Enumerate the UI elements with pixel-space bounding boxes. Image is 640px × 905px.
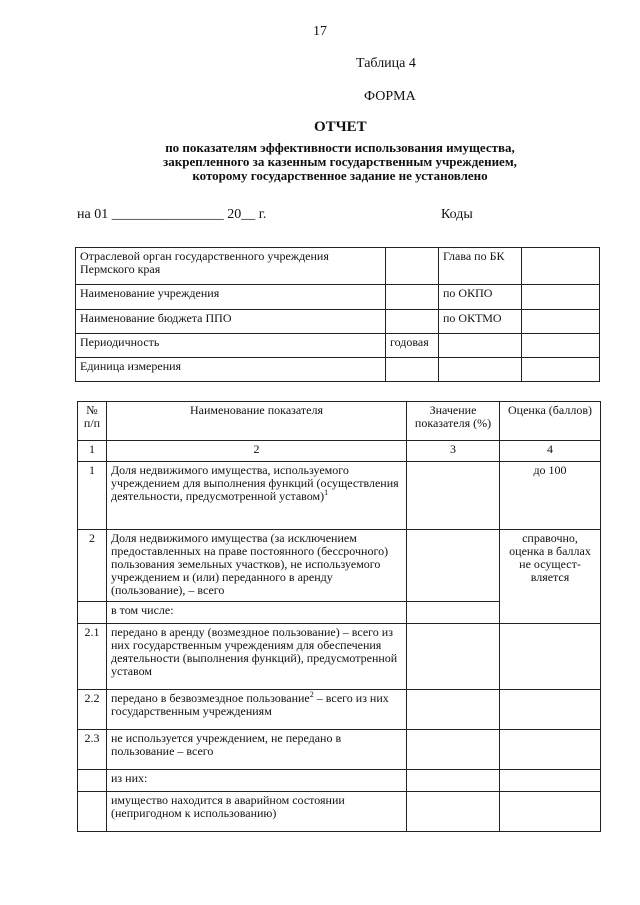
row-number <box>78 602 107 624</box>
col-header-value: Значение показателя (%) <box>407 402 500 441</box>
header-table <box>75 247 600 382</box>
row-score: справочно, оценка в баллах не осущест-вляется <box>500 530 601 624</box>
row-number: 2.1 <box>78 624 107 690</box>
table-row <box>78 730 601 770</box>
code-label: по ОКТМО <box>439 310 522 334</box>
report-subtitle-line: которому государственное задание не установлено <box>192 168 488 183</box>
date-line <box>77 207 266 223</box>
header-label: Наименование учреждения <box>76 285 386 310</box>
code-label <box>439 358 522 382</box>
code-label: по ОКПО <box>439 285 522 310</box>
header-row <box>76 285 600 310</box>
table-label: Таблица 4 <box>356 56 416 71</box>
header-row <box>76 334 600 358</box>
row-name: имущество находится в аварийном состоянии (непригодном к использованию) <box>107 792 407 832</box>
row-name-text: – всего из них государственным учреждениям <box>111 691 389 718</box>
header-label: Наименование бюджета ППО <box>76 310 386 334</box>
code-value[interactable] <box>522 285 600 310</box>
row-value[interactable] <box>407 530 500 602</box>
col-header-num: № п/п <box>78 402 107 441</box>
table-row <box>78 624 601 690</box>
row-value[interactable] <box>407 792 500 832</box>
row-name <box>107 690 407 730</box>
row-value[interactable] <box>407 602 500 624</box>
table-row <box>78 530 601 602</box>
header-value[interactable] <box>386 285 439 310</box>
header-row <box>76 358 600 382</box>
row-score-empty <box>500 792 601 832</box>
code-value[interactable] <box>522 358 600 382</box>
row-number: 2.2 <box>78 690 107 730</box>
header-row <box>76 310 600 334</box>
row-number: 2 <box>78 530 107 602</box>
col-number: 3 <box>407 441 500 462</box>
header-label: Единица измерения <box>76 358 386 382</box>
row-number: 1 <box>78 462 107 530</box>
date-year: 20__ г. <box>227 207 267 222</box>
code-value[interactable] <box>522 310 600 334</box>
column-numbers-row <box>78 441 601 462</box>
row-score-empty <box>500 690 601 730</box>
row-value[interactable] <box>407 462 500 530</box>
row-number <box>78 770 107 792</box>
row-name: не используется учреждением, не передано в пользование – всего <box>107 730 407 770</box>
col-number: 4 <box>500 441 601 462</box>
row-name: Доля недвижимого имущества (за исключением предоставленных на праве постоянного (бессрочного) пользования земельных участков), не используемого учреждением и (или) переданного в аренду (пользование), – всего <box>107 530 407 602</box>
row-name: в том числе: <box>107 602 407 624</box>
row-name-text: передано в безвозмездное пользование <box>111 691 310 705</box>
header-value[interactable]: годовая <box>386 334 439 358</box>
codes-label: Коды <box>441 207 473 222</box>
row-name: передано в аренду (возмездное пользование) – всего из них государственным учреждениям для обеспечения деятельности (выполнения функций), предусмотренной уставом <box>107 624 407 690</box>
table-row <box>78 462 601 530</box>
header-row <box>76 248 600 285</box>
row-value[interactable] <box>407 624 500 690</box>
row-score-empty <box>500 730 601 770</box>
table-row <box>78 770 601 792</box>
code-label <box>439 334 522 358</box>
page-number: 17 <box>313 24 327 39</box>
code-label: Глава по БК <box>439 248 522 285</box>
row-value[interactable] <box>407 770 500 792</box>
col-header-name: Наименование показателя <box>107 402 407 441</box>
row-name-text: Доля недвижимого имущества, используемого учреждением для выполнения функций (осуществления деятельности, предусмотренной уставом) <box>111 463 399 503</box>
row-number: 2.3 <box>78 730 107 770</box>
date-prefix: на 01 <box>77 207 109 222</box>
row-number <box>78 792 107 832</box>
indicators-table <box>77 401 601 832</box>
row-name <box>107 462 407 530</box>
date-blank[interactable]: ________________ <box>111 207 224 222</box>
header-value[interactable] <box>386 358 439 382</box>
row-name: из них: <box>107 770 407 792</box>
row-value[interactable] <box>407 730 500 770</box>
code-value[interactable] <box>522 248 600 285</box>
report-title: ОТЧЕТ <box>314 119 367 135</box>
footnote-mark: 1 <box>324 488 329 497</box>
report-subtitle-line: закрепленного за казенным государственным учреждением, <box>163 154 517 169</box>
row-score-empty <box>500 624 601 690</box>
header-label: Отраслевой орган государственного учреждения Пермского края <box>76 248 386 285</box>
footnote-mark: 2 <box>309 690 314 699</box>
header-label: Периодичность <box>76 334 386 358</box>
report-subtitle <box>110 141 570 183</box>
code-value[interactable] <box>522 334 600 358</box>
table-header-row <box>78 402 601 441</box>
form-label: ФОРМА <box>364 89 416 104</box>
table-row <box>78 792 601 832</box>
header-value[interactable] <box>386 248 439 285</box>
table-row <box>78 690 601 730</box>
row-score-empty <box>500 770 601 792</box>
col-number: 2 <box>107 441 407 462</box>
col-number: 1 <box>78 441 107 462</box>
row-value[interactable] <box>407 690 500 730</box>
row-score: до 100 <box>500 462 601 530</box>
header-value[interactable] <box>386 310 439 334</box>
col-header-score: Оценка (баллов) <box>500 402 601 441</box>
report-subtitle-line: по показателям эффективности использования имущества, <box>165 140 515 155</box>
